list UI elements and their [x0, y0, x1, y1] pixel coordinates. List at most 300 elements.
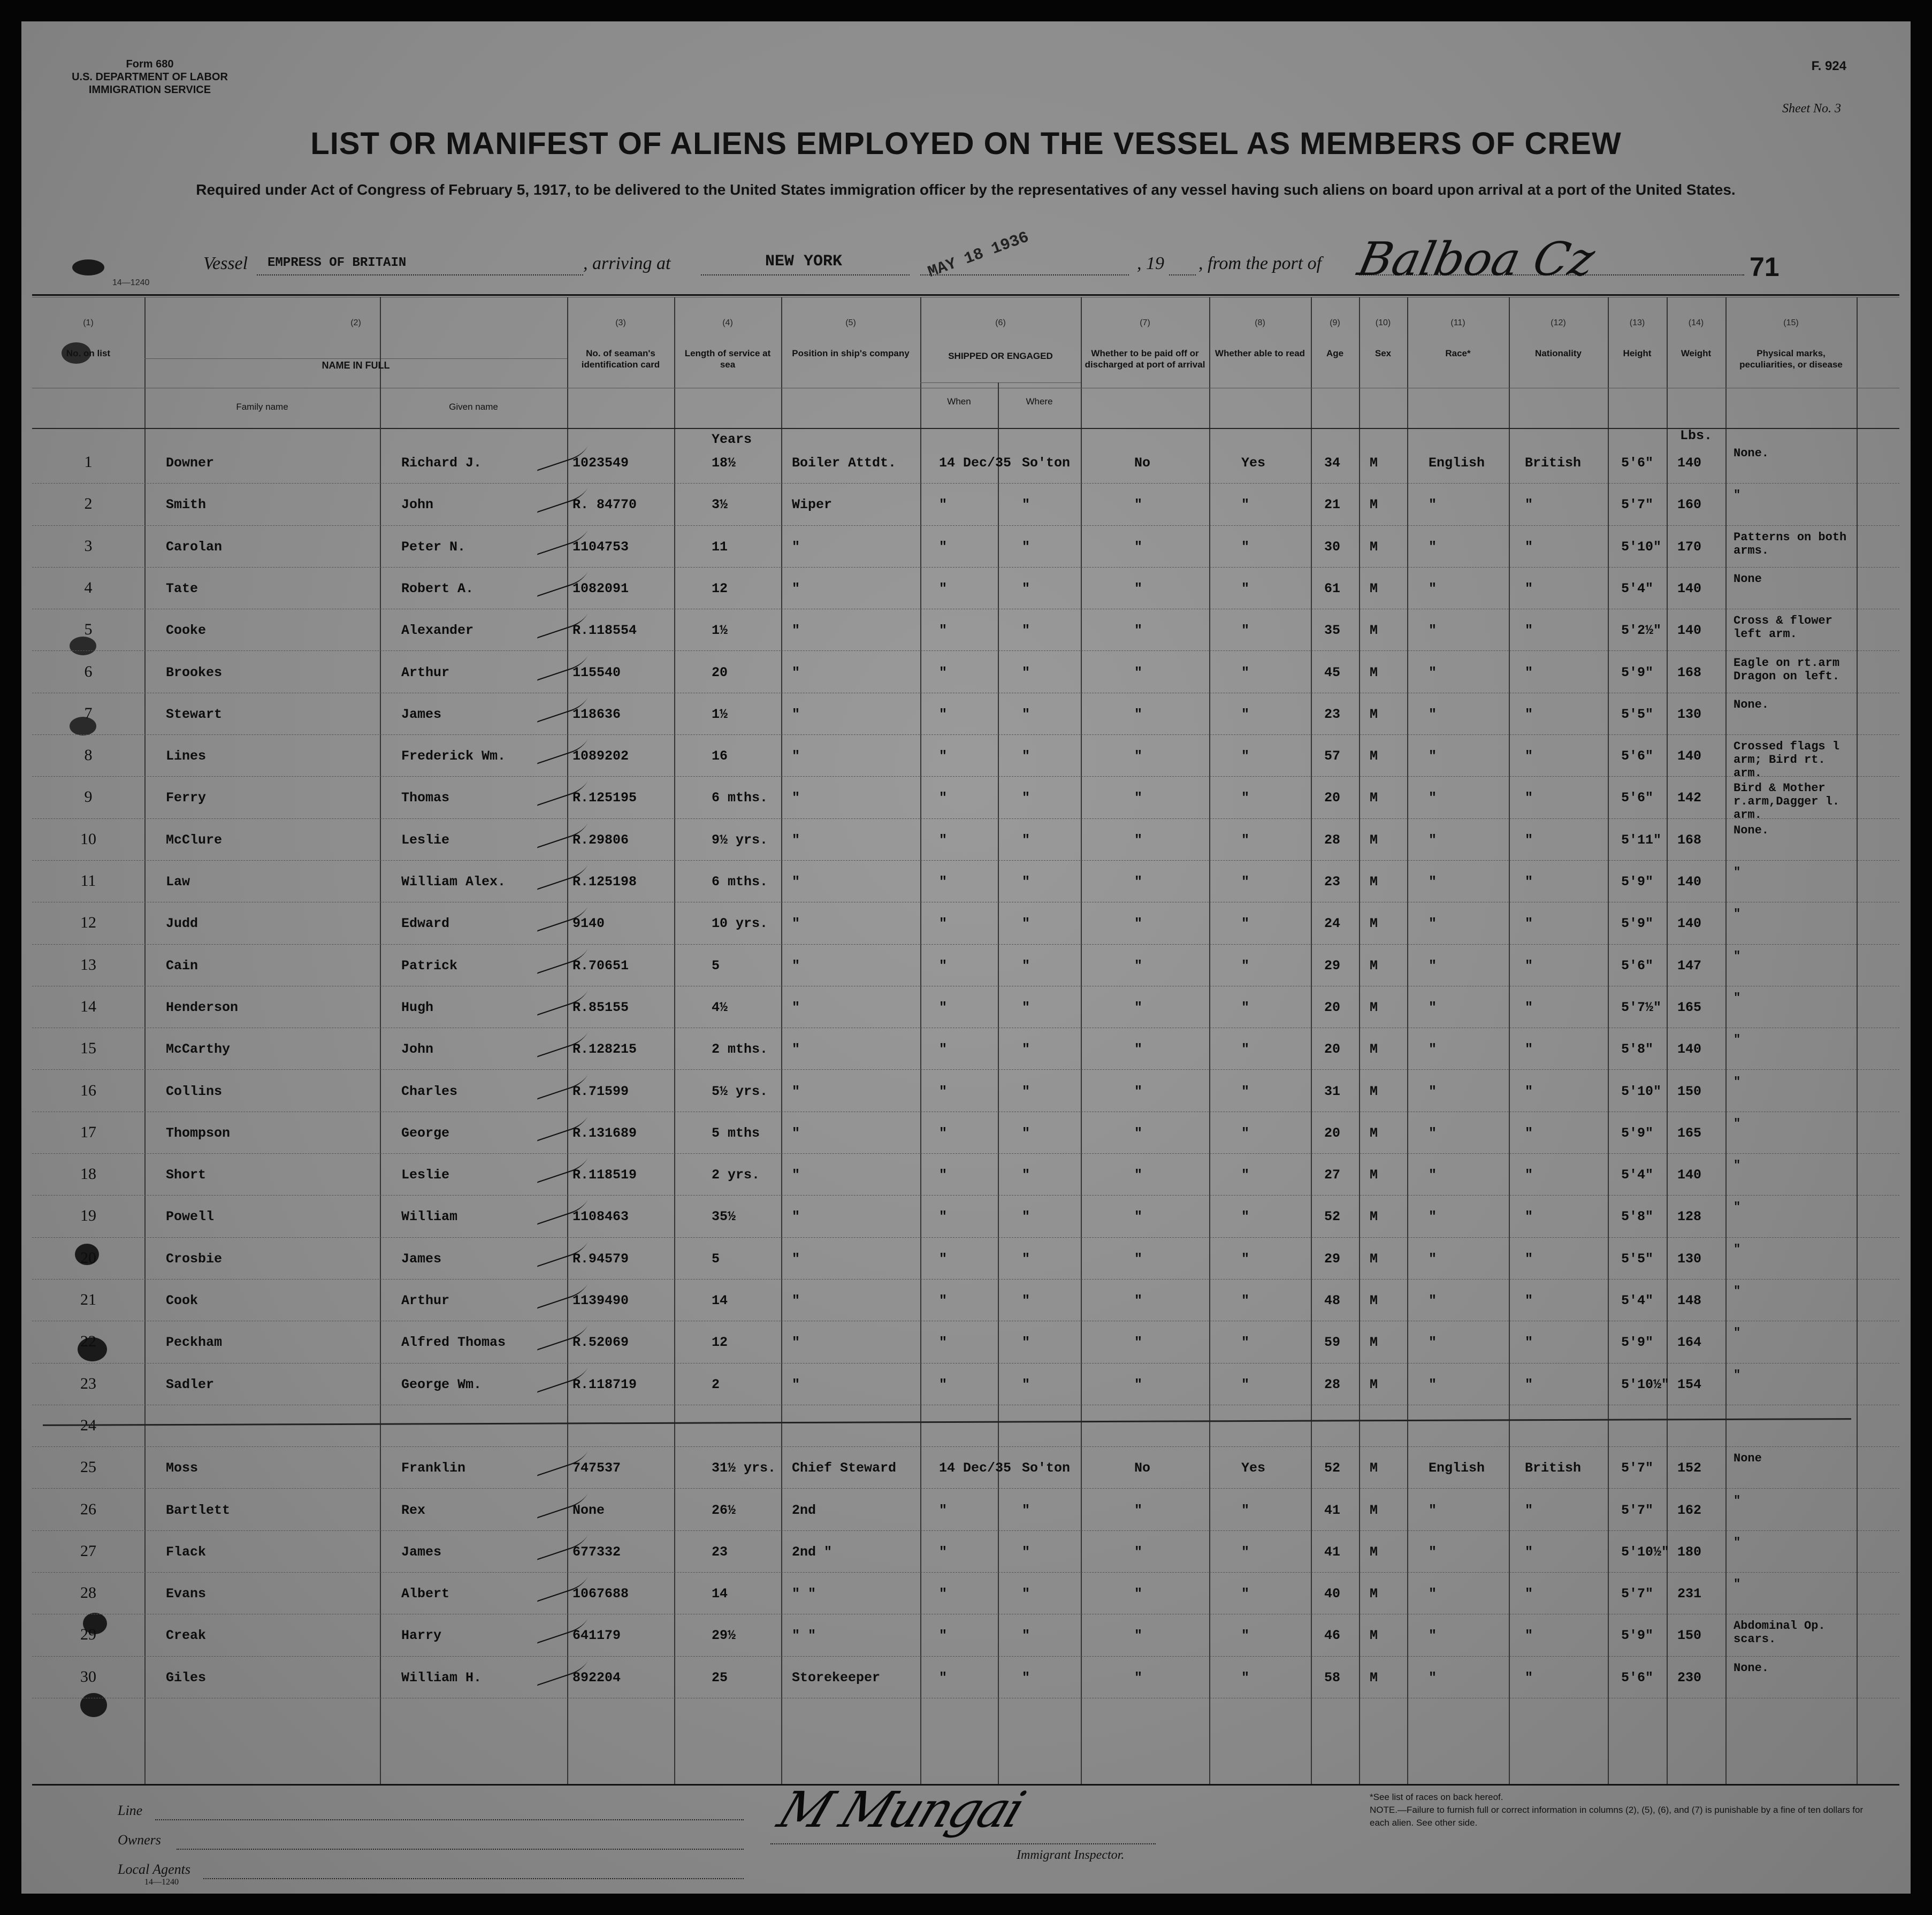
shipped-where: ": [1022, 748, 1030, 764]
height: 5'8": [1621, 1041, 1654, 1058]
age: 28: [1324, 1376, 1341, 1392]
footer-notes: [1370, 1791, 1883, 1829]
age: 30: [1324, 539, 1341, 555]
shipped-where: ": [1022, 1293, 1030, 1308]
age: 23: [1324, 874, 1341, 890]
races-note: *See list of races on back hereof.: [1370, 1792, 1503, 1802]
shipped-where: So'ton: [1022, 455, 1071, 471]
age: 35: [1324, 623, 1341, 639]
height: 5'6": [1621, 748, 1654, 764]
paid-off: ": [1134, 664, 1143, 680]
age: 34: [1324, 455, 1341, 471]
service-length: 25: [712, 1669, 728, 1686]
shipped-where: ": [1022, 1083, 1030, 1099]
height: 5'6": [1621, 1669, 1654, 1686]
page-title: LIST OR MANIFEST OF ALIENS EMPLOYED ON THE VESSEL AS MEMBERS OF CREW: [310, 126, 1622, 161]
sex: M: [1370, 790, 1378, 806]
service-length: 1½: [712, 706, 728, 722]
column-number: (9): [1330, 318, 1340, 327]
ink-blot: [72, 259, 104, 275]
age: 45: [1324, 664, 1341, 680]
shipped-when: ": [939, 664, 948, 680]
paid-off: ": [1134, 748, 1143, 764]
card-number: 115540: [572, 664, 621, 680]
form-number: Form 680: [126, 58, 174, 70]
column-header: Position in ship's company: [792, 348, 910, 358]
nationality: ": [1525, 1335, 1533, 1351]
nationality: ": [1525, 1125, 1533, 1141]
height: 5'5": [1621, 1251, 1654, 1267]
given-name: James: [401, 1251, 442, 1267]
height: 5'10½": [1621, 1544, 1670, 1560]
table-row: [32, 1070, 1899, 1112]
sex: M: [1370, 1335, 1378, 1351]
shipped-where: ": [1022, 1628, 1030, 1644]
shipped-where: ": [1022, 497, 1030, 513]
nationality: ": [1525, 999, 1533, 1015]
race: ": [1429, 790, 1437, 806]
family-name: Tate: [166, 580, 198, 596]
height: 5'7": [1621, 1502, 1654, 1518]
position: ": [792, 706, 800, 722]
given-name: Robert A.: [401, 580, 474, 596]
card-number: R.118719: [572, 1376, 637, 1392]
service-length: 5: [712, 958, 720, 974]
height: 5'6": [1621, 958, 1654, 974]
shipped-where: ": [1022, 623, 1030, 639]
shipped-when: ": [939, 706, 948, 722]
column-header: Age: [1326, 348, 1344, 358]
card-number: R.70651: [572, 958, 629, 974]
crew-table: [32, 297, 1899, 1784]
footer-reference: 14—1240: [144, 1878, 179, 1887]
sex: M: [1370, 874, 1378, 890]
card-number: R.125195: [572, 790, 637, 806]
shipped-when: ": [939, 748, 948, 764]
weight: 154: [1677, 1376, 1702, 1392]
physical-marks: ": [1734, 865, 1741, 879]
weight: 165: [1677, 1125, 1702, 1141]
sex: M: [1370, 1293, 1378, 1308]
sex: M: [1370, 539, 1378, 555]
paid-off: No: [1134, 1460, 1151, 1476]
physical-marks: ": [1734, 949, 1741, 963]
height: 5'6": [1621, 790, 1654, 806]
row-number: 19: [80, 1207, 96, 1225]
family-name: Flack: [166, 1544, 207, 1560]
given-name: Patrick: [401, 958, 458, 974]
family-name: McClure: [166, 832, 223, 848]
arriving-port: NEW YORK: [765, 252, 843, 271]
given-name: Leslie: [401, 832, 450, 848]
sex: M: [1370, 706, 1378, 722]
position: ": [792, 1335, 800, 1351]
age: 41: [1324, 1502, 1341, 1518]
shipped-subheader-rule: [920, 382, 1081, 383]
agents-dots: [203, 1878, 744, 1879]
position: Storekeeper: [792, 1669, 881, 1686]
column-header: No. of seaman's identification card: [581, 348, 660, 370]
shipped-where: ": [1022, 706, 1030, 722]
race: ": [1429, 1251, 1437, 1267]
race: ": [1429, 1335, 1437, 1351]
department-name: U.S. DEPARTMENT OF LABOR: [72, 71, 228, 83]
given-name: Edward: [401, 916, 450, 932]
weight: 164: [1677, 1335, 1702, 1351]
physical-marks: ": [1734, 1577, 1741, 1591]
given-name: William: [401, 1209, 458, 1225]
physical-marks: ": [1734, 488, 1741, 502]
family-name: Crosbie: [166, 1251, 223, 1267]
height: 5'10½": [1621, 1376, 1670, 1392]
nationality: ": [1525, 1502, 1533, 1518]
physical-marks: None.: [1734, 1661, 1769, 1675]
shipped-where: ": [1022, 832, 1030, 848]
race: ": [1429, 706, 1437, 722]
given-name: Richard J.: [401, 455, 482, 471]
able-to-read: ": [1241, 916, 1250, 932]
weight: 130: [1677, 706, 1702, 722]
shipped-when: ": [939, 1544, 948, 1560]
paid-off: ": [1134, 1586, 1143, 1602]
nationality: British: [1525, 1460, 1582, 1476]
column-header: No. on list: [66, 348, 111, 358]
shipped-where: ": [1022, 1335, 1030, 1351]
able-to-read: ": [1241, 1293, 1250, 1308]
name-subheader-rule: [144, 358, 567, 359]
card-number: R.128215: [572, 1041, 637, 1058]
sex: M: [1370, 999, 1378, 1015]
column-subheader: When: [947, 396, 971, 407]
weight: 165: [1677, 999, 1702, 1015]
column-header: Race*: [1445, 348, 1471, 358]
shipped-when: ": [939, 1628, 948, 1644]
position: ": [792, 1209, 800, 1225]
service-length: 14: [712, 1293, 728, 1308]
nationality: ": [1525, 539, 1533, 555]
height: 5'4": [1621, 1167, 1654, 1183]
row-number: 13: [80, 955, 96, 974]
given-name: James: [401, 706, 442, 722]
sex: M: [1370, 1251, 1378, 1267]
nationality: ": [1525, 1293, 1533, 1308]
sex: M: [1370, 455, 1378, 471]
given-name: Alexander: [401, 623, 474, 639]
paid-off: No: [1134, 455, 1151, 471]
card-number: 677332: [572, 1544, 621, 1560]
physical-marks: ": [1734, 907, 1741, 921]
able-to-read: ": [1241, 1335, 1250, 1351]
row-number: 26: [80, 1500, 96, 1518]
weight: 150: [1677, 1083, 1702, 1099]
nationality: British: [1525, 455, 1582, 471]
physical-marks: ": [1734, 1326, 1741, 1340]
physical-marks: ": [1734, 1493, 1741, 1507]
weight: 168: [1677, 664, 1702, 680]
position: ": [792, 1041, 800, 1058]
inspector-signature: M Mungai: [770, 1781, 1031, 1839]
physical-marks: ": [1734, 991, 1741, 1005]
table-row: [32, 1656, 1899, 1698]
height: 5'7": [1621, 1460, 1654, 1476]
row-number: 21: [80, 1291, 96, 1308]
age: 31: [1324, 1083, 1341, 1099]
age: 20: [1324, 1125, 1341, 1141]
card-number: None: [572, 1502, 605, 1518]
table-row: [32, 944, 1899, 986]
column-number: (11): [1450, 318, 1465, 327]
nationality: ": [1525, 958, 1533, 974]
service-length: 5½ yrs.: [712, 1083, 768, 1099]
shipped-when: ": [939, 1083, 948, 1099]
race: ": [1429, 539, 1437, 555]
age: 21: [1324, 497, 1341, 513]
row-number: 4: [84, 578, 93, 596]
column-header: Sex: [1374, 348, 1392, 358]
service-length: 10 yrs.: [712, 916, 768, 932]
sheet-number: Sheet No. 3: [1782, 102, 1841, 116]
physical-marks: ": [1734, 1535, 1741, 1549]
year-label: , 19: [1137, 254, 1164, 273]
position: ": [792, 916, 800, 932]
shipped-where: ": [1022, 1251, 1030, 1267]
able-to-read: ": [1241, 623, 1250, 639]
weight: 230: [1677, 1669, 1702, 1686]
age: 29: [1324, 958, 1341, 974]
nationality: ": [1525, 1209, 1533, 1225]
table-row: [32, 1237, 1899, 1279]
given-name: Harry: [401, 1628, 442, 1644]
signature-dots: [770, 1843, 1156, 1844]
service-length: 11: [712, 539, 728, 555]
family-name: Giles: [166, 1669, 207, 1686]
paid-off: ": [1134, 1041, 1143, 1058]
service-length: 1½: [712, 623, 728, 639]
physical-marks: Patterns on both arms.: [1734, 530, 1847, 557]
nationality: ": [1525, 580, 1533, 596]
column-subheader: Given name: [449, 402, 498, 412]
service-length: 3½: [712, 497, 728, 513]
row-number: 2: [84, 495, 93, 513]
able-to-read: ": [1241, 580, 1250, 596]
able-to-read: ": [1241, 1669, 1250, 1686]
given-name: Charles: [401, 1083, 458, 1099]
column-header: Weight: [1681, 348, 1712, 358]
family-name: Bartlett: [166, 1502, 231, 1518]
position: ": [792, 1293, 800, 1308]
table-row: [32, 1321, 1899, 1362]
column-number: (8): [1255, 318, 1265, 327]
row-number: 5: [84, 621, 93, 639]
sex: M: [1370, 1209, 1378, 1225]
row-number: 17: [80, 1123, 96, 1141]
card-number: 1082091: [572, 580, 629, 596]
race: ": [1429, 664, 1437, 680]
able-to-read: Yes: [1241, 455, 1266, 471]
family-name: Peckham: [166, 1335, 223, 1351]
family-name: Powell: [166, 1209, 215, 1225]
able-to-read: ": [1241, 1376, 1250, 1392]
race: ": [1429, 1586, 1437, 1602]
service-name: IMMIGRATION SERVICE: [88, 84, 211, 96]
position: ": [792, 623, 800, 639]
race: ": [1429, 748, 1437, 764]
row-number: 12: [80, 914, 96, 932]
shipped-when: ": [939, 1376, 948, 1392]
nationality: ": [1525, 790, 1533, 806]
service-length: 26½: [712, 1502, 736, 1518]
shipped-when: ": [939, 1167, 948, 1183]
able-to-read: ": [1241, 1544, 1250, 1560]
shipped-where: ": [1022, 1209, 1030, 1225]
row-number: 6: [84, 662, 93, 680]
paid-off: ": [1134, 999, 1143, 1015]
paid-off: ": [1134, 1544, 1143, 1560]
sex: M: [1370, 832, 1378, 848]
sex: M: [1370, 1376, 1378, 1392]
from-label: , from the port of: [1198, 254, 1322, 273]
age: 29: [1324, 1251, 1341, 1267]
family-name: Brookes: [166, 664, 223, 680]
table-row: [32, 1153, 1899, 1195]
able-to-read: ": [1241, 958, 1250, 974]
position: ": [792, 999, 800, 1015]
owners-label: Owners: [118, 1832, 161, 1848]
column-header: Whether able to read: [1215, 348, 1305, 358]
height: 5'6": [1621, 455, 1654, 471]
family-name: Collins: [166, 1083, 223, 1099]
race: ": [1429, 1544, 1437, 1560]
column-header: Height: [1623, 348, 1652, 358]
position: " ": [792, 1586, 816, 1602]
given-name: John: [401, 1041, 434, 1058]
column-number: (15): [1783, 318, 1799, 327]
card-number: 1089202: [572, 748, 629, 764]
form-reference: F. 924: [1811, 59, 1846, 73]
position: ": [792, 790, 800, 806]
weight: 140: [1677, 874, 1702, 890]
height: 5'7": [1621, 1586, 1654, 1602]
able-to-read: ": [1241, 1628, 1250, 1644]
column-subheader: Family name: [236, 402, 288, 412]
physical-marks: Cross & flower left arm.: [1734, 614, 1832, 641]
reference-number: 71: [1750, 252, 1780, 282]
service-length: 12: [712, 1335, 728, 1351]
shipped-where: ": [1022, 1586, 1030, 1602]
table-row: [32, 1446, 1899, 1488]
given-name: Thomas: [401, 790, 450, 806]
shipped-where: ": [1022, 1041, 1030, 1058]
row-number: 7: [84, 704, 93, 722]
column-number: (3): [615, 318, 626, 327]
physical-marks: Abdominal Op. scars.: [1734, 1619, 1826, 1646]
date-stamp: MAY 18 1936: [926, 228, 1032, 282]
family-name: Sadler: [166, 1376, 215, 1392]
card-number: R.71599: [572, 1083, 629, 1099]
race: ": [1429, 1502, 1437, 1518]
physical-marks: ": [1734, 1075, 1741, 1089]
shipped-where: ": [1022, 958, 1030, 974]
paid-off: ": [1134, 1502, 1143, 1518]
column-number: (12): [1551, 318, 1566, 327]
row-number: 24: [80, 1416, 96, 1434]
shipped-when: ": [939, 1586, 948, 1602]
race: English: [1429, 1460, 1485, 1476]
table-row: [32, 651, 1899, 693]
shipped-where: ": [1022, 874, 1030, 890]
family-name: McCarthy: [166, 1041, 231, 1058]
shipped-where: ": [1022, 1544, 1030, 1560]
able-to-read: ": [1241, 999, 1250, 1015]
given-name: Hugh: [401, 999, 434, 1015]
age: 41: [1324, 1544, 1341, 1560]
given-name: William H.: [401, 1669, 482, 1686]
table-row: [32, 1405, 1899, 1446]
shipped-where: ": [1022, 790, 1030, 806]
card-number: R.118554: [572, 623, 637, 639]
column-number: (6): [995, 318, 1006, 327]
position: ": [792, 1376, 800, 1392]
table-row: [32, 1279, 1899, 1321]
column-number: (13): [1629, 318, 1645, 327]
shipped-when: ": [939, 916, 948, 932]
table-row: [32, 1363, 1899, 1405]
shipped-where: ": [1022, 1125, 1030, 1141]
header-rule: [32, 428, 1899, 429]
card-number: 1139490: [572, 1293, 629, 1308]
age: 27: [1324, 1167, 1341, 1183]
service-length: 2: [712, 1376, 720, 1392]
nationality: ": [1525, 916, 1533, 932]
sex: M: [1370, 664, 1378, 680]
family-name: Creak: [166, 1628, 207, 1644]
weight: 170: [1677, 539, 1702, 555]
table-row: [32, 1112, 1899, 1153]
race: ": [1429, 497, 1437, 513]
column-number: (7): [1140, 318, 1150, 327]
position: ": [792, 748, 800, 764]
shipped-when: ": [939, 497, 948, 513]
age: 57: [1324, 748, 1341, 764]
service-length: 35½: [712, 1209, 736, 1225]
sex: M: [1370, 1125, 1378, 1141]
race: ": [1429, 874, 1437, 890]
card-number: R.29806: [572, 832, 629, 848]
shipped-where: ": [1022, 1376, 1030, 1392]
able-to-read: ": [1241, 790, 1250, 806]
weight: 162: [1677, 1502, 1702, 1518]
position: ": [792, 664, 800, 680]
shipped-where: ": [1022, 999, 1030, 1015]
shipped-when: ": [939, 1669, 948, 1686]
card-number: R.118519: [572, 1167, 637, 1183]
position: ": [792, 1083, 800, 1099]
card-number: 892204: [572, 1669, 621, 1686]
table-row: [32, 525, 1899, 567]
shipped-when: ": [939, 958, 948, 974]
age: 58: [1324, 1669, 1341, 1686]
family-name: Smith: [166, 497, 207, 513]
race: ": [1429, 580, 1437, 596]
physical-marks: Eagle on rt.arm Dragon on left.: [1734, 656, 1840, 683]
age: 40: [1324, 1586, 1341, 1602]
vessel-label: Vessel: [203, 254, 248, 273]
weight: 148: [1677, 1293, 1702, 1308]
row-number: 10: [80, 830, 96, 848]
weight-unit: Lbs.: [1680, 428, 1713, 443]
family-name: Cook: [166, 1293, 198, 1308]
height: 5'7": [1621, 497, 1654, 513]
